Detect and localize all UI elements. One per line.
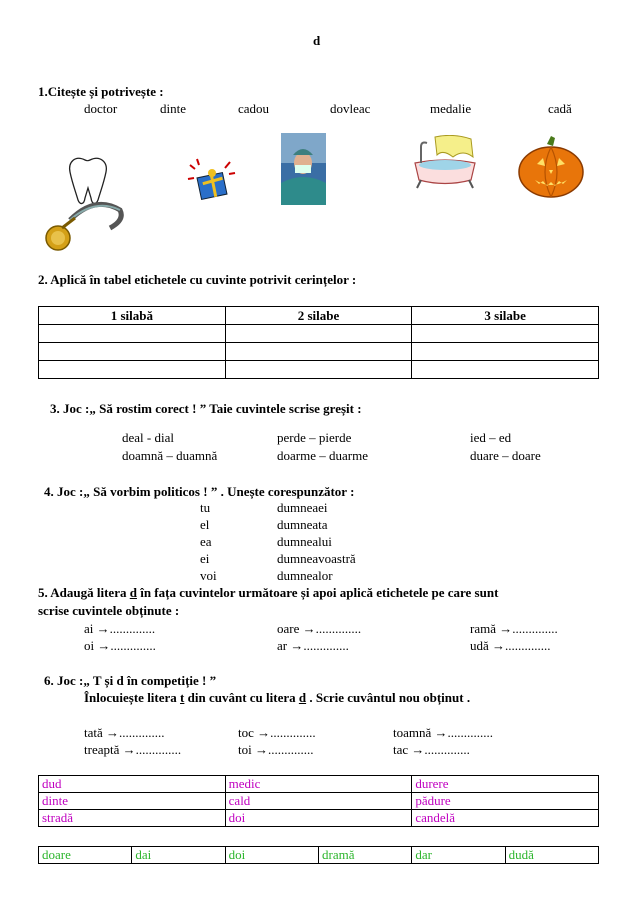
ex5-heading-part1: 5. Adaugă litera — [38, 585, 130, 600]
ex1-word: cadou — [238, 101, 270, 116]
polite-form[interactable]: dumneata — [277, 517, 328, 532]
bathtub-icon — [413, 135, 478, 190]
polite-form[interactable]: dumnealui — [277, 534, 332, 549]
ex1-heading: 1.Citește și potrivește : — [38, 84, 164, 99]
ex6-heading: 6. Joc :„ T și d în competiție ! ” — [44, 673, 217, 688]
ex1-word: cadă — [548, 101, 572, 116]
label-cell[interactable]: candelă — [412, 810, 599, 827]
label-cell[interactable]: dinte — [39, 793, 226, 810]
ex3-pair[interactable]: doarme – duarme — [277, 448, 368, 463]
ex6-letter-t: t — [180, 690, 185, 705]
green-labels-table — [38, 846, 599, 864]
ex5-item[interactable]: udă →.............. — [470, 638, 551, 653]
ex6-item[interactable]: toi →.............. — [238, 742, 314, 757]
label-cell[interactable]: dar — [412, 847, 505, 864]
label-cell[interactable]: dud — [39, 776, 226, 793]
label-cell[interactable]: pădure — [412, 793, 599, 810]
ex1-word: medalie — [430, 101, 472, 116]
pronoun[interactable]: el — [200, 517, 210, 532]
ex3-heading: 3. Joc :„ Să rostim corect ! ” Taie cuvintele scrise greșit : — [50, 401, 362, 416]
doctor-photo — [281, 133, 326, 205]
ex6-item[interactable]: toc →.............. — [238, 725, 316, 740]
ex3-pair[interactable]: duare – doare — [470, 448, 541, 463]
ex5-item[interactable]: ramă →.............. — [470, 621, 558, 636]
ex3-pair[interactable]: ied – ed — [470, 430, 512, 445]
table-cell[interactable] — [225, 361, 412, 379]
ex6-letter-d: d — [298, 690, 307, 705]
pronoun[interactable]: ei — [200, 551, 210, 566]
ex3-pair[interactable]: doamnă – duamnă — [122, 448, 218, 463]
ex3-pair[interactable]: deal - dial — [122, 430, 174, 445]
ex5-item[interactable]: oare →.............. — [277, 621, 362, 636]
pronoun[interactable]: tu — [200, 500, 211, 515]
table-cell[interactable] — [412, 325, 599, 343]
ex1-word: dovleac — [330, 101, 371, 116]
ex5-item[interactable]: ar →.............. — [277, 638, 349, 653]
ex5-heading-line2: scrise cuvintele obținute : — [38, 603, 180, 618]
ex6-item[interactable]: tată →.............. — [84, 725, 165, 740]
ex3-pair[interactable]: perde – pierde — [277, 430, 352, 445]
ex5-item[interactable]: ai →.............. — [84, 621, 156, 636]
ex2-heading: 2. Aplică în tabel etichetele cu cuvinte potrivit cerințelor : — [38, 272, 357, 287]
ex6-item[interactable]: treaptă →.............. — [84, 742, 182, 757]
ex6-instruction — [84, 690, 470, 706]
pumpkin-icon — [517, 134, 585, 198]
syllable-column-header: 3 silabe — [412, 307, 599, 325]
ex5-heading-part2: în fața cuvintelor următoare și apoi aplică etichetele pe care sunt — [136, 585, 499, 600]
label-cell[interactable]: medic — [225, 776, 412, 793]
pronoun[interactable]: voi — [200, 568, 217, 583]
ex4-heading: 4. Joc :„ Să vorbim politicos ! ” . Unește corespunzător : — [44, 484, 355, 499]
table-cell[interactable] — [39, 343, 226, 361]
label-cell[interactable]: doi — [225, 847, 318, 864]
page-title: d — [313, 33, 321, 48]
gift-box-icon — [185, 157, 240, 202]
tooth-medal-icon — [40, 150, 135, 255]
ex5-letter: d — [129, 585, 137, 600]
ex1-word: doctor — [84, 101, 118, 116]
label-cell[interactable]: dramă — [318, 847, 411, 864]
polite-form[interactable]: dumnealor — [277, 568, 333, 583]
ex6-instr-part2: din cuvânt cu litera — [184, 690, 299, 705]
polite-form[interactable]: dumneaei — [277, 500, 328, 515]
syllable-column-header: 1 silabă — [39, 307, 226, 325]
table-cell[interactable] — [39, 361, 226, 379]
table-cell[interactable] — [412, 343, 599, 361]
table-cell[interactable] — [225, 325, 412, 343]
polite-form[interactable]: dumneavoastră — [277, 551, 356, 566]
label-cell[interactable]: dudă — [505, 847, 598, 864]
ex5-heading — [38, 585, 498, 601]
syllable-column-header: 2 silabe — [225, 307, 412, 325]
table-cell[interactable] — [412, 361, 599, 379]
ex1-word: dinte — [160, 101, 186, 116]
label-cell[interactable]: doare — [39, 847, 132, 864]
ex6-item[interactable]: tac →.............. — [393, 742, 470, 757]
syllable-table — [38, 306, 599, 379]
ex6-instr-part1: Înlocuiește litera — [84, 690, 181, 705]
table-cell[interactable] — [225, 343, 412, 361]
label-cell[interactable]: durere — [412, 776, 599, 793]
pronoun[interactable]: ea — [200, 534, 212, 549]
ex6-item[interactable]: toamnă →.............. — [393, 725, 494, 740]
label-cell[interactable]: cald — [225, 793, 412, 810]
ex6-instr-part3: . Scrie cuvântul nou obținut . — [306, 690, 471, 705]
pink-labels-table — [38, 775, 599, 827]
label-cell[interactable]: dai — [132, 847, 225, 864]
table-cell[interactable] — [39, 325, 226, 343]
label-cell[interactable]: doi — [225, 810, 412, 827]
ex5-item[interactable]: oi →.............. — [84, 638, 156, 653]
label-cell[interactable]: stradă — [39, 810, 226, 827]
